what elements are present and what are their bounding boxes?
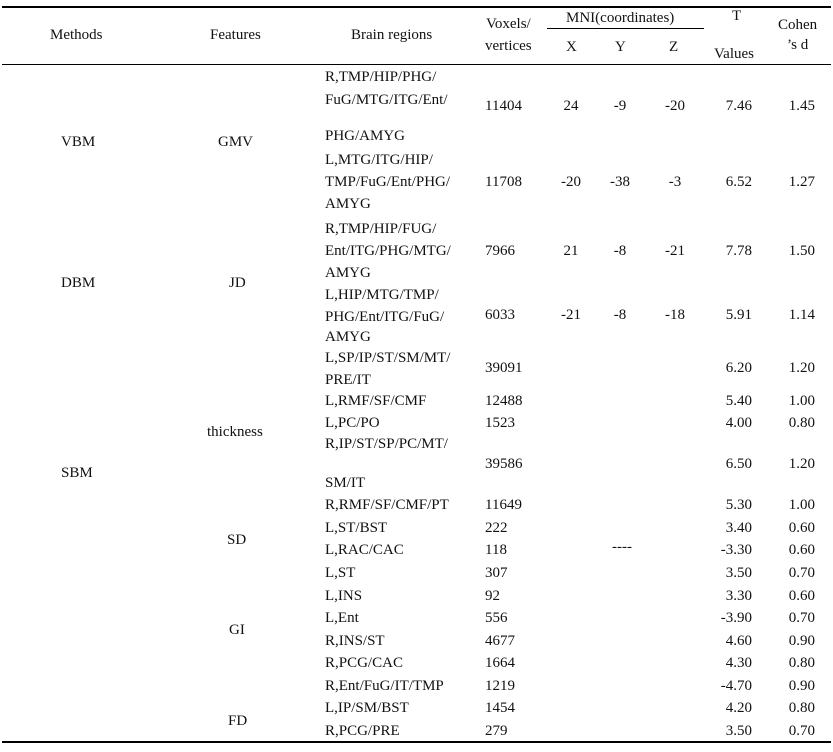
- voxel-count: 556: [485, 610, 508, 626]
- t-value: -3.90: [720, 610, 752, 626]
- voxel-count: 7966: [485, 243, 515, 259]
- header-y: Y: [615, 39, 626, 55]
- brain-region-line: AMYG: [325, 265, 371, 281]
- header-cohen-line1: Cohen: [778, 17, 818, 33]
- cohens-d: 0.80: [788, 655, 815, 671]
- voxel-count: 118: [485, 542, 507, 558]
- brain-region-line: L,SP/IP/ST/SM/MT/: [325, 350, 451, 366]
- mni-y: -8: [613, 243, 627, 259]
- brain-region-line: R,IP/ST/SP/PC/MT/: [325, 436, 448, 452]
- voxel-count: 307: [485, 565, 508, 581]
- brain-region-line: L,IP/SM/BST: [325, 700, 409, 716]
- feature-label: GMV: [218, 134, 254, 150]
- header-features: Features: [210, 27, 261, 43]
- coordinates-dash: ----: [612, 539, 632, 555]
- t-value: 3.50: [725, 565, 752, 581]
- cohens-d: 0.90: [788, 678, 815, 694]
- voxel-count: 11649: [485, 497, 522, 513]
- brain-region-line: AMYG: [325, 196, 371, 212]
- brain-region-line: R,RMF/SF/CMF/PT: [325, 497, 449, 513]
- cohens-d: 1.27: [788, 174, 815, 190]
- voxel-count: 1664: [485, 655, 515, 671]
- brain-region-line: AMYG: [325, 329, 371, 345]
- voxel-count: 11708: [485, 174, 522, 190]
- t-value: 7.46: [725, 98, 752, 114]
- cohens-d: 1.50: [788, 243, 815, 259]
- t-value: 6.50: [725, 456, 752, 472]
- voxel-count: 4677: [485, 633, 515, 649]
- mni-z: -3: [668, 174, 682, 190]
- t-value: 5.40: [725, 393, 752, 409]
- brain-region-line: TMP/FuG/Ent/PHG/: [325, 174, 451, 190]
- brain-region-line: L,PC/PO: [325, 415, 380, 431]
- voxel-count: 1454: [485, 700, 515, 716]
- brain-region-line: L,ST: [325, 565, 356, 581]
- cohens-d: 1.00: [788, 497, 815, 513]
- t-value: 4.20: [725, 700, 752, 716]
- brain-region-line: FuG/MTG/ITG/Ent/: [325, 92, 448, 108]
- cohens-d: 1.45: [788, 98, 815, 114]
- t-value: 6.20: [725, 360, 752, 376]
- cohens-d: 1.00: [788, 393, 815, 409]
- cohens-d: 0.60: [788, 588, 815, 604]
- brain-region-line: R,Ent/FuG/IT/TMP: [325, 678, 444, 694]
- voxel-count: 6033: [485, 307, 515, 323]
- brain-region-line: L,Ent: [325, 610, 359, 626]
- cohens-d: 1.14: [788, 307, 815, 323]
- mni-y: -8: [613, 307, 627, 323]
- t-value: 3.50: [725, 723, 752, 739]
- voxel-count: 1219: [485, 678, 515, 694]
- mni-x: 21: [563, 243, 579, 259]
- brain-region-line: L,ST/BST: [325, 520, 388, 536]
- brain-region-line: R,INS/ST: [325, 633, 385, 649]
- feature-label: GI: [229, 622, 245, 638]
- t-value: 4.60: [725, 633, 752, 649]
- method-label: SBM: [61, 465, 93, 481]
- header-voxels-line2: vertices: [485, 38, 532, 54]
- brain-region-line: L,INS: [325, 588, 363, 604]
- voxel-count: 39091: [485, 360, 523, 376]
- feature-label: thickness: [207, 424, 263, 440]
- header-brain-regions: Brain regions: [351, 27, 433, 43]
- cohens-d: 0.90: [788, 633, 815, 649]
- t-value: 4.00: [725, 415, 752, 431]
- cohens-d: 0.70: [788, 723, 815, 739]
- header-rule: [2, 64, 831, 65]
- brain-region-line: SM/IT: [325, 475, 366, 491]
- t-value: 5.30: [725, 497, 752, 513]
- cohens-d: 0.80: [788, 700, 815, 716]
- brain-region-line: L,RMF/SF/CMF: [325, 393, 427, 409]
- t-value: -4.70: [720, 678, 752, 694]
- brain-region-line: PHG/AMYG: [325, 128, 406, 144]
- voxel-count: 92: [485, 588, 500, 604]
- header-t-line2: Values: [714, 46, 754, 62]
- voxel-count: 222: [485, 520, 508, 536]
- brain-region-line: Ent/ITG/PHG/MTG/: [325, 243, 451, 259]
- voxel-count: 11404: [485, 98, 522, 114]
- brain-region-line: L,HIP/MTG/TMP/: [325, 287, 439, 303]
- mni-x: 24: [563, 98, 579, 114]
- mni-z: -20: [665, 98, 685, 114]
- t-value: -3.30: [720, 542, 752, 558]
- header-x: X: [566, 39, 577, 55]
- voxel-count: 279: [485, 723, 508, 739]
- mni-x: -21: [561, 307, 581, 323]
- cohens-d: 0.80: [788, 415, 815, 431]
- t-value: 6.52: [725, 174, 752, 190]
- feature-label: FD: [228, 713, 248, 729]
- header-mni: MNI(coordinates): [566, 10, 675, 26]
- brain-region-line: PRE/IT: [325, 372, 371, 388]
- brain-region-line: R,TMP/HIP/PHG/: [325, 69, 437, 85]
- cohens-d: 0.60: [788, 520, 815, 536]
- t-value: 7.78: [725, 243, 752, 259]
- feature-label: JD: [229, 275, 246, 291]
- header-z: Z: [669, 39, 679, 55]
- cohens-d: 1.20: [788, 360, 815, 376]
- header-cohen-line2: ’s d: [787, 37, 809, 53]
- mni-y: -38: [610, 174, 630, 190]
- method-label: VBM: [61, 134, 96, 150]
- cohens-d: 0.70: [788, 610, 815, 626]
- t-value: 4.30: [725, 655, 752, 671]
- header-methods: Methods: [50, 27, 103, 43]
- header-voxels-line1: Voxels/: [486, 16, 531, 32]
- method-label: DBM: [61, 275, 96, 291]
- mni-y: -9: [613, 98, 627, 114]
- t-value: 3.30: [725, 588, 752, 604]
- brain-region-line: L,RAC/CAC: [325, 542, 404, 558]
- voxel-count: 39586: [485, 456, 523, 472]
- header-t-line1: T: [732, 8, 742, 24]
- brain-region-line: R,PCG/CAC: [325, 655, 403, 671]
- cohens-d: 0.70: [788, 565, 815, 581]
- feature-label: SD: [227, 532, 247, 548]
- mni-x: -20: [561, 174, 581, 190]
- cohens-d: 0.60: [788, 542, 815, 558]
- brain-region-line: L,MTG/ITG/HIP/: [325, 152, 433, 168]
- voxel-count: 12488: [485, 393, 523, 409]
- voxel-count: 1523: [485, 415, 515, 431]
- brain-region-line: R,TMP/HIP/FUG/: [325, 221, 437, 237]
- mni-z: -18: [665, 307, 685, 323]
- mni-z: -21: [665, 243, 685, 259]
- t-value: 3.40: [725, 520, 752, 536]
- cohens-d: 1.20: [788, 456, 815, 472]
- top-rule: [2, 6, 831, 8]
- brain-region-line: R,PCG/PRE: [325, 723, 400, 739]
- brain-region-line: PHG/Ent/ITG/FuG/: [325, 309, 445, 325]
- t-value: 5.91: [725, 307, 752, 323]
